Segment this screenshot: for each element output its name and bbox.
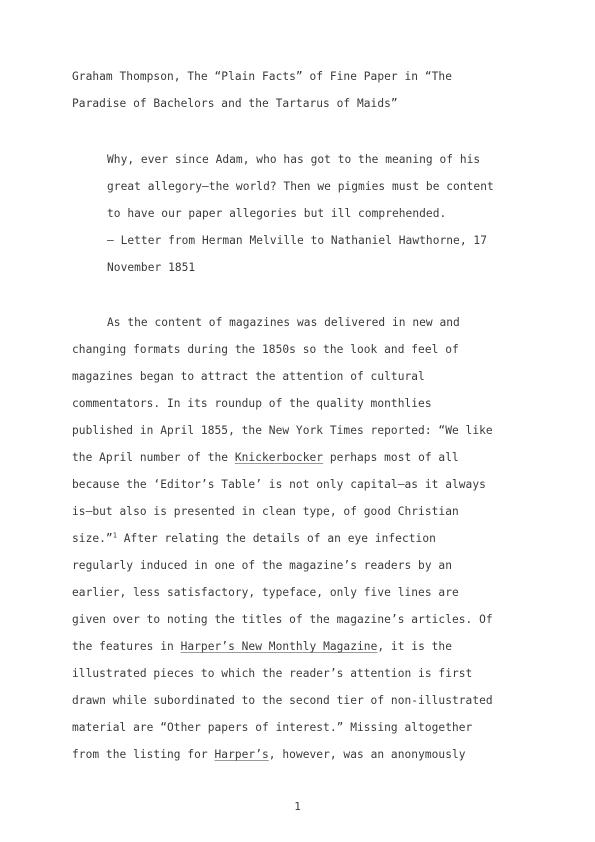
body-line-13 [72,640,452,654]
body-text: the features in [72,640,181,653]
epigraph-attribution-line-1: — Letter from Herman Melville to Nathaniel Hawthorne, 17 [107,234,487,247]
body-line-8: is—but also is presented in clean type, of good Christian [72,505,459,518]
body-line-7: because the ‘Editor’s Table’ is not only capital—as it always [72,478,486,491]
epigraph-line-1: Why, ever since Adam, who has got to the meaning of his [107,153,481,166]
page-number: 1 [294,800,301,813]
body-line-17 [72,748,466,762]
italic-title-harpers: Harper’s [214,748,269,761]
body-line-11: earlier, less satisfactory, typeface, only five lines are [72,586,459,599]
body-line-6 [72,451,459,465]
epigraph-line-2: great allegory—the world? Then we pigmies must be content [107,180,494,193]
body-line-15: drawn while subordinated to the second tier of non-illustrated [72,694,493,707]
body-line-4: commentators. In its roundup of the quality monthlies [72,397,432,410]
body-text: the April number of the [72,451,235,464]
body-line-3: magazines began to attract the attention of cultural [72,370,425,383]
body-line-1: As the content of magazines was delivered in new and [107,316,460,329]
body-line-14: illustrated pieces to which the reader’s attention is first [72,667,473,680]
body-text: perhaps most of all [323,451,459,464]
footnote-marker[interactable]: 1 [112,531,117,540]
body-line-10: regularly induced in one of the magazine’s readers by an [72,559,452,572]
body-text: After relating the details of an eye infection [116,532,436,545]
body-line-5: published in April 1855, the New York Times reported: “We like [72,424,493,437]
epigraph-attribution-line-2: November 1851 [107,261,196,274]
body-text: from the listing for [72,748,215,761]
article-title-line-2: Paradise of Bachelors and the Tartarus of Maids” [72,97,398,110]
article-title-line-1: Graham Thompson, The “Plain Facts” of Fine Paper in “The [72,70,452,83]
body-line-12: given over to noting the titles of the magazine’s articles. Of [72,613,493,626]
body-line-2: changing formats during the 1850s so the look and feel of [72,343,459,356]
body-text: size.” [72,532,113,545]
italic-title-knickerbocker: Knickerbocker [234,451,324,464]
epigraph-line-3: to have our paper allegories but ill comprehended. [107,207,447,220]
italic-title-harpers-new-monthly: Harper’s New Monthly Magazine [180,640,378,653]
body-text: , however, was an anonymously [268,748,466,761]
body-line-16: material are “Other papers of interest.” Missing altogether [72,721,473,734]
body-line-9 [72,532,436,546]
body-text: , it is the [377,640,452,653]
